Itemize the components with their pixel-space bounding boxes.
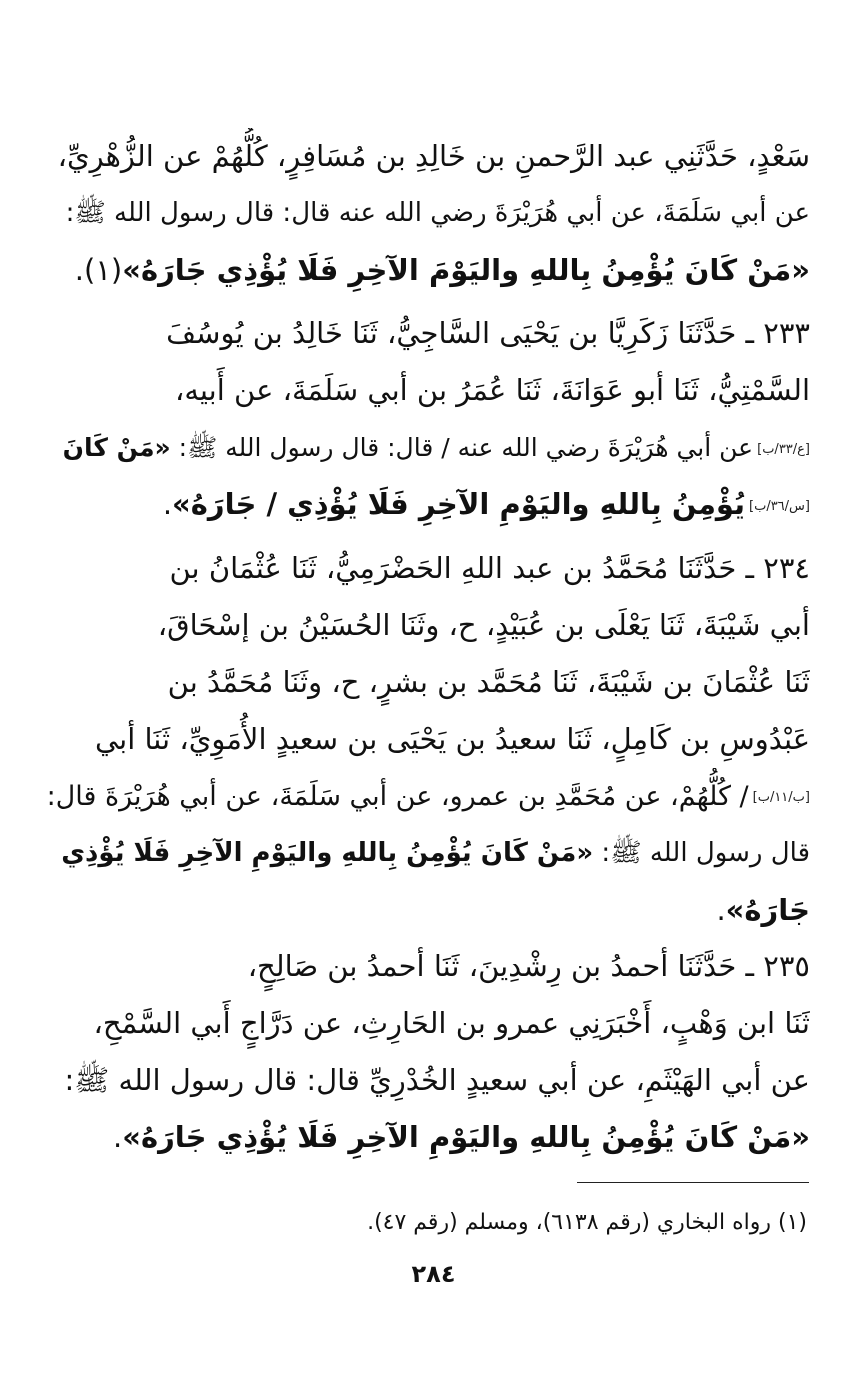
manuscript-marker: [س/٣٦/ب] bbox=[749, 498, 810, 514]
text-line bbox=[40, 419, 810, 476]
hadith-text: يُؤْمِنُ بِاللهِ واليَوْمِ الآخِرِ فَلَا يُؤْذِي / جَارَهُ» bbox=[172, 487, 745, 521]
footnote-separator bbox=[577, 1182, 809, 1183]
text-line bbox=[40, 938, 810, 995]
manuscript-marker: [ب/١١/ب] bbox=[752, 790, 810, 805]
text-line bbox=[40, 362, 810, 419]
text-line bbox=[40, 882, 810, 939]
narration-text: السَّمْتِيُّ، ثَنَا أبو عَوَانَةَ، ثَنَا عُمَرُ بن أبي سَلَمَةَ، عن أَبيه، bbox=[175, 373, 810, 407]
narration-text: عن أبي هُرَيْرَةَ رضي الله عنه / قال: قال رسول الله ﷺ: bbox=[170, 433, 754, 462]
narration-text: ثَنَا عُثْمَانَ بن شَيْبَةَ، ثَنَا مُحَمَّد بن بشرٍ، ح، وثَنَا مُحَمَّدُ بن bbox=[167, 665, 810, 699]
footnote: (١) رواه البخاري (رقم ٦١٣٨)، ومسلم (رقم ٤٧). bbox=[367, 1210, 807, 1235]
text-line bbox=[40, 128, 810, 185]
text-line bbox=[40, 711, 810, 768]
narration-text: . bbox=[716, 893, 726, 927]
narration-text: ٢٣٤ ـ حَدَّثَنَا مُحَمَّدُ بن عبد اللهِ الحَضْرَمِيُّ، ثَنَا عُثْمَانُ بن bbox=[169, 551, 810, 585]
manuscript-marker: [ع/٣٣/ب] bbox=[757, 441, 810, 457]
narration-text: ٢٣٥ ـ حَدَّثَنَا أحمدُ بن رِشْدِينَ، ثَنَا أحمدُ بن صَالِحٍ، bbox=[247, 949, 810, 983]
text-line bbox=[40, 476, 810, 533]
narration-text: . bbox=[113, 1120, 123, 1154]
paragraph-hadith-234 bbox=[40, 540, 810, 939]
narration-text: أبي شَيْبَةَ، ثَنَا يَعْلَى بن عُبَيْدٍ، ح، وثَنَا الحُسَيْنُ بن إسْحَاقَ، bbox=[157, 608, 810, 642]
text-line bbox=[40, 185, 810, 242]
narration-text: ثَنَا ابن وَهْبٍ، أَخْبَرَنِي عمرو بن الحَارِثِ، عن دَرَّاجٍ أَبي السَّمْحِ، bbox=[93, 1006, 810, 1040]
text-line bbox=[40, 995, 810, 1052]
hadith-text: «مَنْ كَانَ يُؤْمِنُ بِاللهِ واليَوْمِ الآخِرِ فَلَا يُؤْذِي جَارَهُ» bbox=[122, 1120, 810, 1154]
narration-text: سَعْدٍ، حَدَّثَنِي عبد الرَّحمنِ بن خَالِدِ بن مُسَافِرٍ، كُلُّهُمْ عن الزُّهْرِيِّ، bbox=[57, 139, 810, 173]
narration-text: قال رسول الله ﷺ: bbox=[593, 838, 810, 868]
text-line bbox=[40, 825, 810, 882]
narration-text: . bbox=[162, 487, 173, 521]
hadith-text: «مَنْ كَانَ يُؤْمِنُ بِاللهِ واليَوْمَ الآخِرِ فَلَا يُؤْذِي جَارَهُ» bbox=[122, 253, 810, 287]
hadith-text: «مَنْ كَانَ bbox=[62, 433, 171, 462]
paragraph-hadith-235 bbox=[40, 938, 810, 1166]
hadith-text: «مَنْ كَانَ يُؤْمِنُ بِاللهِ واليَوْمِ الآخِرِ فَلَا يُؤْذِي bbox=[61, 838, 594, 868]
paragraph-hadith-233 bbox=[40, 305, 810, 533]
narration-text: عن أبي سَلَمَةَ، عن أبي هُرَيْرَةَ رضي الله عنه قال: قال رسول الله ﷺ: bbox=[65, 198, 810, 228]
narration-text: (١). bbox=[74, 253, 123, 287]
text-line bbox=[40, 1109, 810, 1166]
page-number: ٢٨٤ bbox=[411, 1260, 456, 1288]
paragraph-1 bbox=[40, 128, 810, 299]
text-line bbox=[40, 305, 810, 362]
hadith-text: جَارَهُ» bbox=[725, 893, 810, 927]
narration-text: / كُلُّهُمْ، عن مُحَمَّدِ بن عمرو، عن أبي سَلَمَةَ، عن أبي هُرَيْرَةَ قال: bbox=[46, 781, 749, 812]
text-line bbox=[40, 768, 810, 825]
text-line bbox=[40, 1052, 810, 1109]
narration-text: عَبْدُوسِ بن كَامِلٍ، ثَنَا سعيدُ بن يَحْيَى بن سعيدٍ الأُمَوِيِّ، ثَنَا أبي bbox=[94, 722, 810, 756]
text-line bbox=[40, 597, 810, 654]
text-line bbox=[40, 540, 810, 597]
narration-text: عن أبي الهَيْثَمِ، عن أبي سعيدٍ الخُدْرِيِّ قال: قال رسول الله ﷺ: bbox=[64, 1063, 810, 1097]
text-line bbox=[40, 242, 810, 299]
narration-text: ٢٣٣ ـ حَدَّثَنَا زَكَرِيَّا بن يَحْيَى السَّاجِيُّ، ثَنَا خَالِدُ بن يُوسُفَ bbox=[166, 316, 810, 350]
text-line bbox=[40, 654, 810, 711]
